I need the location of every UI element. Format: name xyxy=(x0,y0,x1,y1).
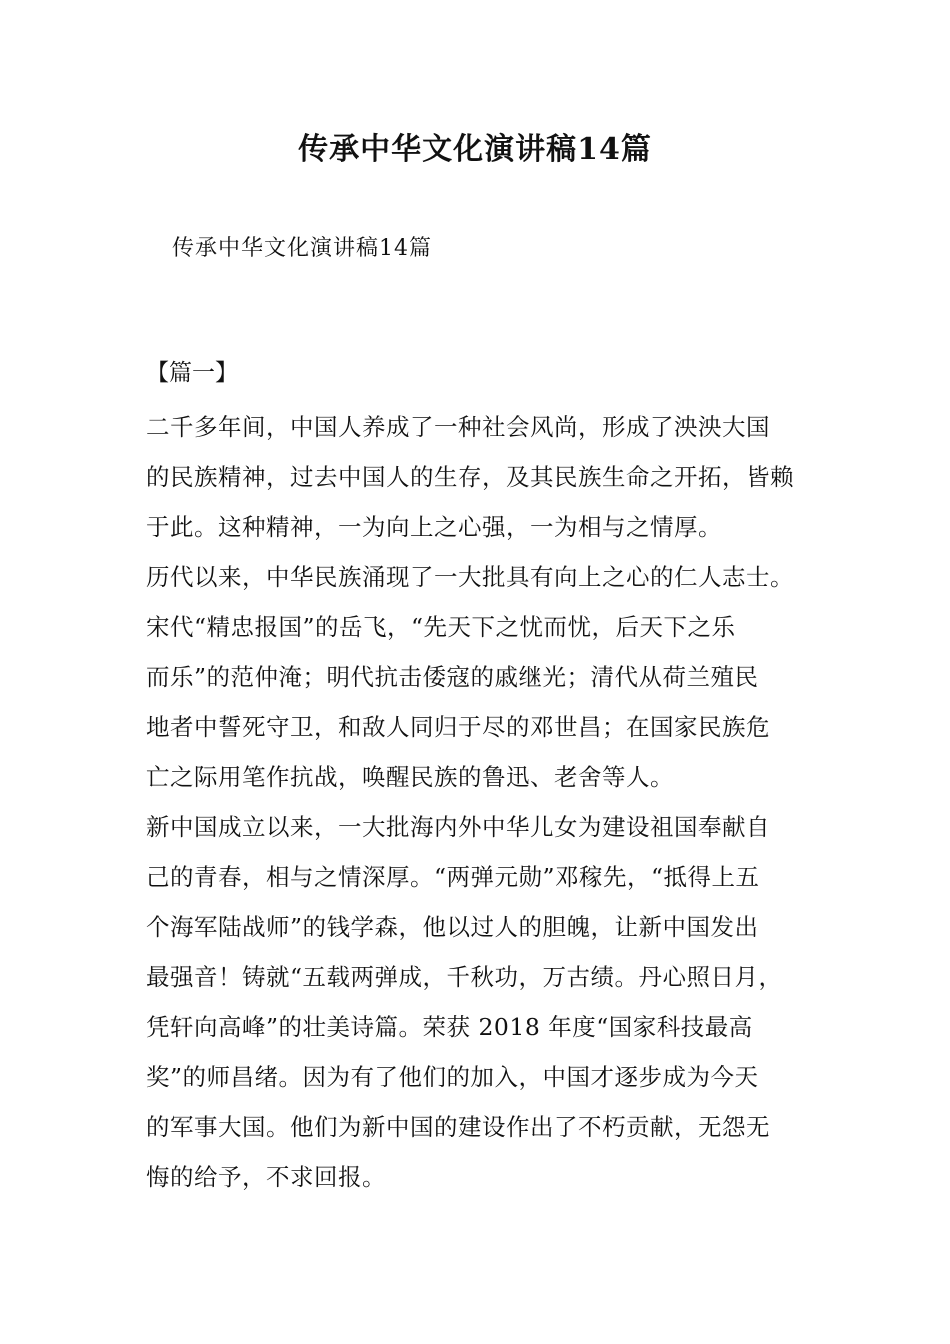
text-line: 己的青春，相与之情深厚。“两弹元勋”邓稼先，“抵得上五 xyxy=(146,863,760,891)
document-subtitle: 传承中华文化演讲稿14篇 xyxy=(172,236,432,261)
text-line: 宋代“精忠报国”的岳飞，“先天下之忧而忧，后天下之乐 xyxy=(146,613,736,641)
text-line: 而乐”的范仲淹；明代抗击倭寇的戚继光；清代从荷兰殖民 xyxy=(146,663,759,691)
text-line: 的民族精神，过去中国人的生存，及其民族生命之开拓，皆赖 xyxy=(146,463,794,491)
text-line: 历代以来，中华民族涌现了一大批具有向上之心的仁人志士。 xyxy=(146,563,794,591)
section-heading: 【篇一】 xyxy=(146,360,238,386)
text-line: 的军事大国。他们为新中国的建设作出了不朽贡献，无怨无 xyxy=(146,1113,770,1141)
text-line: 最强音！铸就“五载两弹成，千秋功，万古绩。丹心照日月， xyxy=(146,963,783,991)
text-line: 亡之际用笔作抗战，唤醒民族的鲁迅、老舍等人。 xyxy=(146,763,674,791)
text-line: 新中国成立以来，一大批海内外中华儿女为建设祖国奉献自 xyxy=(146,813,770,841)
text-line: 凭轩向高峰”的壮美诗篇。荣获 2018 年度“国家科技最高 xyxy=(146,1013,753,1041)
text-line: 于此。这种精神，一为向上之心强，一为相与之情厚。 xyxy=(146,513,722,541)
document-title: 传承中华文化演讲稿14篇 xyxy=(298,132,652,167)
text-line: 个海军陆战师”的钱学森，他以过人的胆魄，让新中国发出 xyxy=(146,913,759,941)
text-line: 地者中誓死守卫，和敌人同归于尽的邓世昌；在国家民族危 xyxy=(146,713,770,741)
text-line: 悔的给予，不求回报。 xyxy=(146,1163,386,1191)
body-text xyxy=(146,402,826,1202)
text-line: 二千多年间，中国人养成了一种社会风尚，形成了泱泱大国 xyxy=(146,413,770,441)
text-line: 奖”的师昌绪。因为有了他们的加入，中国才逐步成为今天 xyxy=(146,1063,759,1091)
